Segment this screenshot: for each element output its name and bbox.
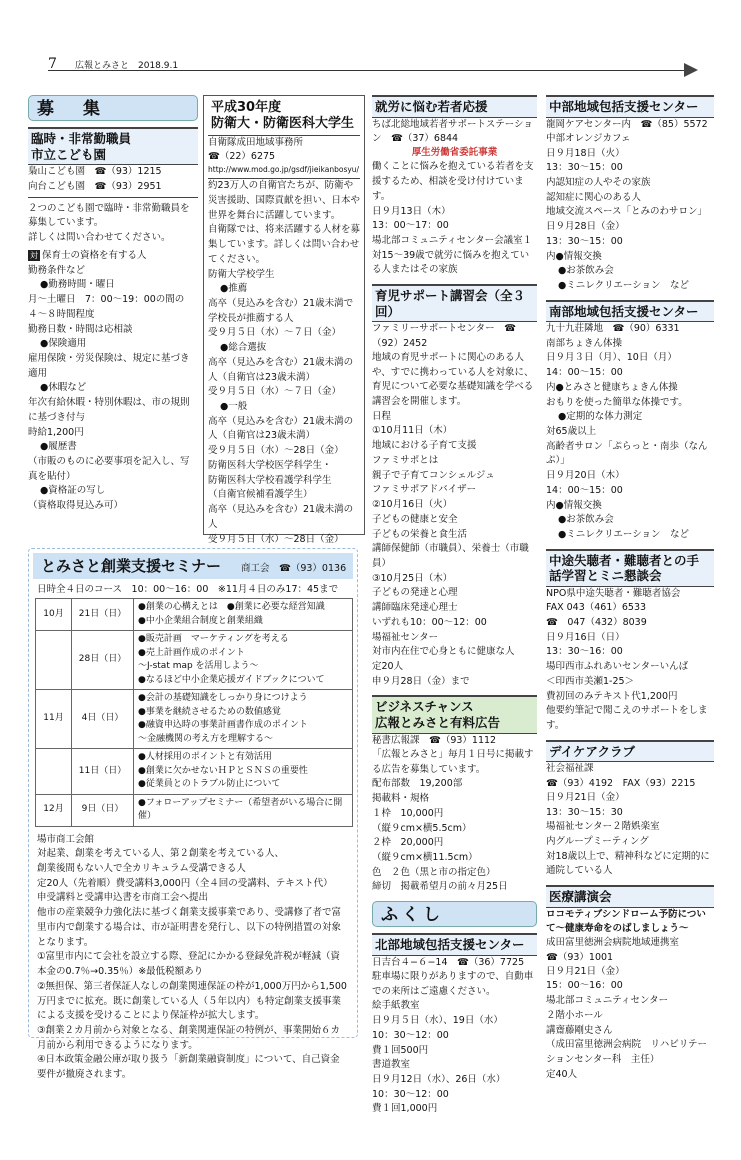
text-line: （縦９cm×横11.5cm） — [372, 851, 478, 863]
article-head-ads: ビジネスチャンス 広報とみさと有料広告 — [372, 695, 537, 733]
text-line: 費初回のみテキスト代1,200円 — [546, 690, 678, 702]
youth-body — [372, 160, 537, 278]
table-row — [36, 599, 353, 631]
text-line: 受９月５日（水）〜28日（金） — [208, 445, 344, 457]
article-head-daycare: デイケアクラブ — [546, 740, 714, 763]
text-line: 中部オレンジカフェ — [546, 132, 631, 144]
text-line: ②無担保、第三者保証人なしの創業関連保証の枠が1,000万円から1,500万円までに拡充。既に創業している人（５年以内）も特定創業支援事業による支援を受けることにより保証枠が拡大します。 — [37, 980, 347, 1022]
text-line: いずれも10：00〜12：00 — [372, 616, 487, 628]
text-line: ●休暇など — [40, 382, 87, 394]
text-line: 対18歳以上で、精神科などに定期的に通院している人 — [546, 850, 710, 877]
content-line: ●従業員とのトラブル防止について — [138, 779, 281, 790]
content-line: ●人材採用のポイントと有効活用 — [138, 752, 272, 763]
seminar-title-bar — [33, 553, 353, 579]
text-line: 日９月21日（金） — [546, 965, 625, 977]
text-line: 申受講料と受講申込書を市商工会へ提出 — [37, 892, 209, 904]
text-line: 定40人 — [546, 1068, 578, 1080]
seminar-title: とみさと創業支援セミナー — [41, 557, 222, 575]
text-line: ●履歴書 — [40, 441, 77, 453]
column-recruit — [28, 95, 198, 535]
text-line: 対65歳以上 — [546, 425, 597, 437]
content-line: ●融資申込時の事業計画書作成のポイント — [138, 720, 308, 731]
text-line: 対起業、創業を考えている人、第２創業を考えている人、 — [37, 848, 285, 860]
month-cell: 12月 — [36, 794, 72, 826]
text-line: 他要約筆記で聞こえのサポートをします。 — [546, 705, 708, 731]
article-head-defense: 平成30年度 防衛大・防衛医科大学生 — [208, 98, 360, 136]
lecture-tel: ☎（93）1001 — [546, 951, 614, 963]
text-line: 日程 — [372, 410, 392, 422]
article-head-sign: 中途失聴者・難聴者との手話学習とミニ懇談会 — [546, 549, 714, 587]
south-body — [546, 337, 714, 543]
text-line: 10：30〜12：00 — [372, 1029, 449, 1041]
text-line: 日９月12日（水）、26日（水） — [372, 1074, 506, 1085]
text-line: 費１回1,000円 — [372, 1103, 438, 1115]
text-line: 場北部コミュニティセンター会議室１ — [372, 234, 533, 246]
content-line: ●フォローアップセミナー（希望者がいる場合に開催） — [138, 797, 343, 822]
text-line: 受９月５日（水）〜７日（金） — [208, 327, 342, 339]
text-line: 子どもの健康と安全 — [372, 513, 458, 525]
defense-tel: ☎（22）6275 — [208, 150, 276, 162]
text-line: ①10月11日（木） — [372, 425, 453, 437]
text-line: ③創業２カ月前から対象となる、創業関連保証の特例が、事業開始６カ月前から利用できるようになります。 — [37, 1024, 341, 1051]
seminar-time: 日時全４日のコース 10：00〜16：00 ※11月４日のみ17：45まで — [37, 584, 339, 595]
youth-sub: 厚生労働省委託事業 — [411, 147, 498, 159]
text-line: 内●情報交換 — [546, 250, 602, 262]
text-line: ●推薦 — [220, 283, 248, 295]
text-line: 内認知症の人やその家族 — [546, 177, 651, 189]
text-line: 防衛医科大学校医学科学生・ — [208, 459, 332, 471]
childcare-body — [372, 351, 537, 690]
text-line: ●ミニレクリエーション など — [558, 529, 690, 540]
page-number: 7 — [48, 56, 57, 72]
text-line: 場印西市ふれあいセンターいんば — [546, 661, 689, 673]
date-cell: 28日（日） — [72, 631, 134, 690]
text-line: 対市内在住で心身ともに健康な人 — [372, 646, 515, 658]
text-line: 創業後間もない人で全カリキュラム受講できる人 — [37, 863, 246, 875]
text-line: 15：00〜16：00 — [546, 980, 623, 992]
north-body — [372, 970, 537, 1117]
arrow-right-icon — [684, 63, 698, 77]
column-4 — [546, 95, 714, 1145]
text-line: 申９月28日（金）まで — [372, 675, 470, 687]
page-header — [0, 0, 741, 80]
date-cell: 4日（日） — [72, 690, 134, 749]
month-cell: 10月 — [36, 599, 72, 631]
table-row — [36, 690, 353, 749]
text-line: 認知症に関心のある人 — [546, 191, 642, 203]
seminar-body — [29, 829, 357, 1087]
content-line: ●創業に欠かせないＨＰとＳＮＳの重要性 — [138, 765, 308, 776]
text-line: ファミサポアドバイザー — [372, 484, 477, 496]
text-line: 場市商工会館 — [37, 833, 95, 845]
text-line: 親子で子育てコンシェルジュ — [372, 469, 495, 481]
text-line: 13：00〜17：00 — [372, 220, 449, 232]
text-line: 子どもの栄養と食生活 — [372, 528, 468, 540]
text-line: （成田富里徳洲会病院 リハビリテーションセンター科 主任） — [546, 1039, 708, 1066]
youth-org: ちば北総地域若者サポートステーション ☎（37）6844 — [372, 118, 533, 144]
text-line: 勤務条件など — [28, 264, 86, 276]
content-line: ●会計の基礎知識をしっかり身につけよう — [138, 693, 308, 704]
article-head-south: 南部地域包括支援センター — [546, 300, 714, 323]
text-line: ２階小ホール — [546, 1009, 603, 1021]
text-line: 締切 掲載希望月の前々月25日 — [372, 881, 508, 893]
text-line: 掲載料・規格 — [372, 793, 430, 805]
text-line: 月〜土曜日 7：00〜19：00の間の４〜８時間程度 — [28, 294, 185, 320]
text-line: 色 ２色（黒と市の指定色） — [372, 866, 496, 878]
content-line: ●売上計画作成のポイント — [138, 647, 245, 658]
text-line: ●一般 — [220, 401, 248, 413]
table-row — [36, 794, 353, 826]
text-line: ●保険適用 — [40, 338, 87, 350]
text-line: ●お茶飲み会 — [558, 514, 614, 526]
content-line: 〜J-stat map を活用しよう〜 — [138, 661, 259, 672]
text-line: 講師臨床発達心理士 — [372, 602, 458, 614]
content-line: ●中小企業組合制度と創業組織 — [138, 615, 263, 626]
text-line: 防衛医科大学校看護学科学生 — [208, 474, 332, 486]
text-line: （自衛官候補看護学生） — [208, 489, 313, 501]
text-line: 13：30〜15：00 — [546, 162, 623, 174]
text-line: ファミサポとは — [372, 454, 439, 466]
text-line: ③10月25日（木） — [372, 572, 453, 584]
text-line: 雇用保険・労災保険は、規定に基づき適用 — [28, 352, 190, 379]
text-line: 高卒（見込みを含む）21歳未満で学校長が推薦する人 — [208, 298, 354, 324]
section-title-welfare: ふくし — [372, 901, 537, 927]
column-3 — [372, 95, 537, 1145]
text-line: 防衛大学校学生 — [208, 268, 275, 280]
month-cell — [36, 749, 72, 795]
content-line: 〜金融機関の考え方を理解する〜 — [138, 733, 274, 744]
content-cell — [134, 794, 353, 826]
content-line: ●なるほど中小企業応援ガイドブックについて — [138, 674, 325, 685]
text-line: 日９月16日（日） — [546, 631, 625, 643]
date-cell: 11日（日） — [72, 749, 134, 795]
defense-list — [208, 268, 360, 548]
table-row — [36, 749, 353, 795]
text-line: 費１回500円 — [372, 1044, 429, 1056]
defense-intro: 約23万人の自衛官たちが、防衛や災害援助、国際貢献を担い、日本や世界を舞台に活躍しています。 自衛隊では、将来活躍する人材を募集しています。詳しくは問い合わせてください。 — [208, 178, 360, 267]
text-line: 13：30〜16：00 — [546, 646, 623, 658]
content-line: ●販売計画 マーケティングを考える — [138, 634, 289, 645]
daycare-tel: ☎（93）4192 FAX（93）2215 — [546, 777, 696, 789]
central-org: 龍岡ケアセンター内 ☎（85）5572 — [546, 118, 708, 130]
article-head-youth: 就労に悩む若者応援 — [372, 95, 537, 118]
text-line: 地域の育児サポートに関心のある人や、すでに携わっている人を対象に、育児について必要な基礎知識を学べる講習会を開催します。 — [372, 351, 534, 408]
target-text: 保育士の資格を有する人 — [42, 249, 147, 261]
text-line: 日９月18日（火） — [546, 147, 625, 159]
text-line: 配布部数 19,200部 — [372, 778, 463, 790]
article-intro: ２つのこども園で臨時・非常勤職員を募集しています。 詳しくは問い合わせてください。 — [28, 197, 198, 246]
text-line: 日９月28日（金） — [546, 221, 625, 233]
text-line: 他市の産業競争力強化法に基づく創業支援事業であり、受講修了者で富里市内で創業する場合は、市が証明書を発行し、以下の特例措置の対象となります。 — [37, 907, 342, 948]
text-line: ①富里市内にて会社を設立する際、登記にかかる登録免許税が軽減（資本金の0.7％→0.35％）※最低税額あり — [37, 951, 341, 978]
text-line: 講師保健師（市職員）、栄養士（市職員） — [372, 543, 529, 569]
article-head-staff: 臨時・非常勤職員 市立こども園 — [28, 127, 198, 165]
daycare-body — [546, 791, 714, 879]
text-line: 子どもの発達と心理 — [372, 587, 458, 599]
text-line: （市販のものに必要事項を記入し、写真を貼付） — [28, 455, 190, 482]
content-cell — [134, 690, 353, 749]
contact-2: 向台こども園 ☎（93）2951 — [28, 180, 162, 192]
text-line: （資格取得見込み可） — [28, 500, 124, 512]
text-line: 定20人（先着順）費受講料3,000円（全４回の受講料、テキスト代） — [37, 877, 333, 889]
text-line: 受９月５日（水）〜７日（金） — [208, 386, 342, 398]
text-line: 場福祉センター２階娯楽室 — [546, 821, 660, 833]
text-line: 14：00〜15：00 — [546, 484, 623, 496]
article-head-childcare: 育児サポート講習会（全３回） — [372, 284, 537, 322]
article-head-north: 北部地域包括支援センター — [372, 933, 537, 956]
article-head-central: 中部地域包括支援センター — [546, 95, 714, 118]
text-line: 地域交流スペース「とみのわサロン」 — [546, 206, 708, 218]
text-line: FAX 043（461）6533 — [546, 602, 647, 614]
table-row — [36, 631, 353, 690]
text-line: ●総合選抜 — [220, 342, 267, 354]
ads-org: 秘書広報課 ☎（93）1112 — [372, 734, 497, 746]
text-line: 日９月20日（木） — [546, 470, 625, 482]
text-line: ●ミニレクリエーション など — [558, 280, 690, 292]
date-cell: 21日（日） — [72, 599, 134, 631]
ads-body — [372, 748, 537, 895]
lecture-org: 成田富里徳洲会病院地域連携室 — [546, 937, 680, 949]
month-cell: 11月 — [36, 690, 72, 749]
text-line: 受９月５日（水）〜28日（金） — [208, 533, 344, 545]
content-cell — [134, 631, 353, 690]
text-line: 14：00〜15：00 — [546, 367, 623, 379]
text-line: ２枠 20,000円 — [372, 837, 444, 849]
text-line: ④日本政策金融公庫が取り扱う「新創業融資制度」について、自己資金要件が撤廃されます。 — [37, 1054, 340, 1081]
contact-1: 梟山こども園 ☎（93）1215 — [28, 166, 162, 178]
text-line: 日９月３日（月）、10日（月） — [546, 352, 677, 364]
content-line: ●創業の心構えとは ●創業に必要な経営知識 — [138, 602, 325, 613]
text-line: ●お茶飲み会 — [558, 265, 614, 277]
text-line: 内●とみさと健康ちょきん体操 — [546, 381, 678, 393]
text-line: 時給1,200円 — [28, 426, 84, 438]
text-line: 日９月13日（木） — [372, 205, 451, 217]
target-tag: 対 — [30, 250, 38, 260]
text-line: 場福祉センター — [372, 631, 439, 643]
text-line: 内●情報交換 — [546, 499, 602, 511]
condition-list — [28, 264, 198, 514]
south-org: 九十九荘隣地 ☎（90）6331 — [546, 323, 680, 335]
text-line: ●資格証の写し — [40, 485, 106, 497]
text-line: 10：30〜12：00 — [372, 1088, 449, 1100]
sign-body — [546, 601, 714, 733]
childcare-org: ファミリーサポートセンター ☎（92）2452 — [372, 323, 516, 349]
column-defense — [203, 95, 365, 545]
section-title-recruit: 募 集 — [28, 95, 198, 121]
text-line: 年次有給休暇・特別休暇は、市の規則に基づき付与 — [28, 397, 190, 423]
text-line: ☎ 047（432）8039 — [546, 616, 647, 628]
date-cell: 9日（日） — [72, 794, 134, 826]
text-line: 働くことに悩みを抱えている若者を支援するため、相談を受け付けています。 — [372, 161, 534, 202]
text-line: 駐車場に限りがありますので、自動車での来所はご遠慮ください。 — [372, 970, 534, 997]
defense-org: 自衛隊成田地域事務所 — [208, 136, 304, 148]
article-head-lecture: 医療講演会 — [546, 885, 714, 908]
text-line: 南部ちょきん体操 — [546, 337, 623, 349]
text-line: 高卒（見込みを含む）21歳未満の人（自衛官は23歳未満） — [208, 415, 354, 442]
text-line: 日９月21日（金） — [546, 791, 625, 803]
header-rule — [48, 70, 688, 71]
content-cell — [134, 749, 353, 795]
text-line: （縦９cm×横5.5cm） — [372, 822, 472, 834]
text-line: 高卒（見込みを含む）21歳未満の人 — [208, 504, 354, 530]
text-line: 講齋藤剛史さん — [546, 1024, 613, 1036]
lecture-sub: ロコモティブシンドローム予防について〜健康寿命をのばしましょう〜 — [546, 908, 706, 934]
text-line: 地域における子育て支援 — [372, 440, 477, 452]
content-line: ●事業を継続させるための数値感覚 — [138, 706, 281, 717]
text-line: 書道教室 — [372, 1059, 411, 1071]
lecture-body — [546, 965, 714, 1083]
central-body — [546, 132, 714, 294]
text-line: 13：30〜15：00 — [546, 235, 623, 247]
text-line: ＜印西市美瀬1-25＞ — [546, 675, 635, 687]
text-line: 日９月５日（水）、19日（水） — [372, 1015, 503, 1027]
seminar-table — [35, 598, 353, 827]
seminar-org: 商工会 ☎（93）0136 — [241, 563, 347, 574]
text-line: 高齢者サロン「ぷらっと・南歩（なんぷ）」 — [546, 440, 708, 467]
daycare-org: 社会福祉課 — [546, 763, 594, 775]
text-line: 定20人 — [372, 660, 404, 672]
sign-org: NPO県中途失聴者・難聴者協会 — [546, 587, 681, 599]
content-cell — [134, 599, 353, 631]
text-line: 高卒（見込みを含む）21歳未満の人（自衛官は23歳未満） — [208, 356, 354, 383]
seminar-box — [28, 548, 358, 1081]
text-line: おもりを使った簡単な体操です。 — [546, 396, 688, 408]
text-line: 「広報とみさと」毎月１日号に掲載する広告を募集しています。 — [372, 748, 534, 775]
text-line: 13：30〜15：30 — [546, 806, 623, 818]
text-line: ●定期的な体力測定 — [558, 411, 643, 423]
target-line — [28, 249, 198, 264]
text-line: ●勤務時間・曜日 — [40, 279, 115, 291]
text-line: １枠 10,000円 — [372, 807, 444, 819]
month-cell — [36, 631, 72, 690]
text-line: 勤務日数・時間は応相談 — [28, 323, 133, 335]
text-line: 場北部コミュニティセンター — [546, 995, 669, 1007]
north-org: 日吉台４−６−14 ☎（36）7725 — [372, 956, 525, 968]
defense-url[interactable]: http://www.mod.go.jp/gsdf/jieikanbosyu/ — [208, 165, 360, 174]
text-line: 内グループミーティング — [546, 835, 649, 847]
publication-title: 広報とみさと 2018.9.1 — [75, 61, 179, 71]
text-line: 絵手紙教室 — [372, 1000, 420, 1012]
text-line: 対15〜39歳で就労に悩みを抱えている人またはその家族 — [372, 249, 530, 276]
text-line: ②10月16日（火） — [372, 499, 453, 511]
